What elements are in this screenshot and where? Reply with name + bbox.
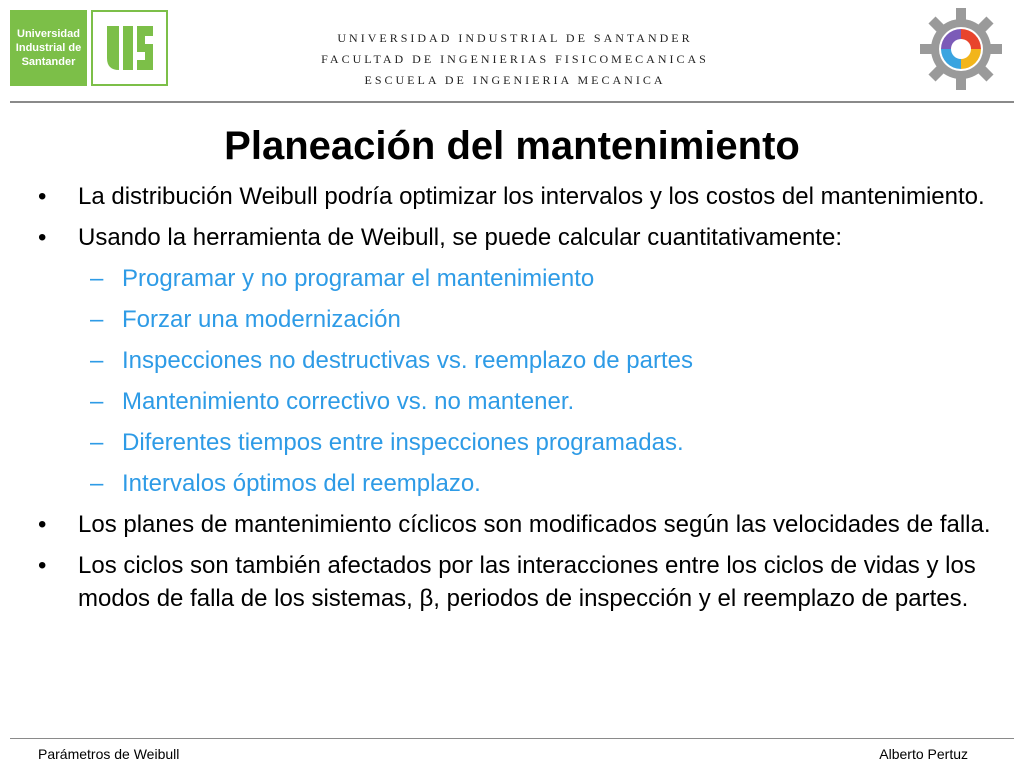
- sub-item: [30, 344, 1000, 377]
- bullet-mark: •: [38, 183, 47, 210]
- slide-title: Planeación del mantenimiento: [224, 124, 800, 168]
- slide-body: [30, 180, 1000, 623]
- footer-topic: Parámetros de Weibull: [38, 746, 180, 762]
- sub-item-text: Intervalos óptimos del reemplazo.: [122, 470, 481, 497]
- dash-mark: –: [90, 470, 104, 497]
- slide-header: [0, 0, 1024, 100]
- bullet-item: [30, 180, 1000, 213]
- bullet-item: [30, 549, 1000, 615]
- bullet-mark: •: [38, 552, 47, 579]
- bullet-item: [30, 221, 1000, 254]
- dash-mark: –: [90, 347, 104, 374]
- footer-divider: [10, 738, 1014, 739]
- institution-header: [280, 28, 750, 91]
- logo-line: Industrial de: [15, 42, 82, 54]
- sub-item: [30, 385, 1000, 418]
- gear-logo-icon: [918, 6, 1004, 92]
- dash-mark: –: [90, 265, 104, 292]
- sub-item: [30, 426, 1000, 459]
- bullet-text: Los ciclos son también afectados por las interacciones entre los ciclos de vidas y los modos de falla de los sistemas, β, periodos de inspección y el reemplazo de partes.: [78, 552, 976, 612]
- sub-item-text: Inspecciones no destructivas vs. reemplazo de partes: [122, 347, 693, 374]
- logo-line: Universidad: [17, 28, 80, 40]
- dash-mark: –: [90, 388, 104, 415]
- sub-item-text: Mantenimiento correctivo vs. no mantener.: [122, 388, 575, 415]
- uis-mark-icon: [91, 10, 168, 86]
- bullet-text: Usando la herramienta de Weibull, se puede calcular cuantitativamente:: [78, 224, 842, 251]
- bullet-text: La distribución Weibull podría optimizar los intervalos y los costos del mantenimiento.: [78, 183, 985, 210]
- sub-item: [30, 467, 1000, 500]
- logo-line: Santander: [21, 56, 76, 68]
- university-name: UNIVERSIDAD INDUSTRIAL DE SANTANDER: [337, 31, 693, 45]
- dash-mark: –: [90, 306, 104, 333]
- dash-mark: –: [90, 429, 104, 456]
- sub-item: [30, 303, 1000, 336]
- bullet-item: [30, 508, 1000, 541]
- footer-author: Alberto Pertuz: [879, 746, 968, 762]
- sub-item-text: Programar y no programar el mantenimiento: [122, 265, 595, 292]
- sub-item-text: Diferentes tiempos entre inspecciones programadas.: [122, 429, 684, 456]
- school-name: ESCUELA DE INGENIERIA MECANICA: [364, 73, 666, 87]
- header-divider: [10, 101, 1014, 103]
- bullet-text: Los planes de mantenimiento cíclicos son modificados según las velocidades de falla.: [78, 511, 991, 538]
- uis-logo-icon: [10, 10, 87, 86]
- faculty-name: FACULTAD DE INGENIERIAS FISICOMECANICAS: [321, 52, 709, 66]
- sub-item: [30, 262, 1000, 295]
- sub-item-text: Forzar una modernización: [122, 306, 401, 333]
- bullet-mark: •: [38, 224, 47, 251]
- bullet-mark: •: [38, 511, 47, 538]
